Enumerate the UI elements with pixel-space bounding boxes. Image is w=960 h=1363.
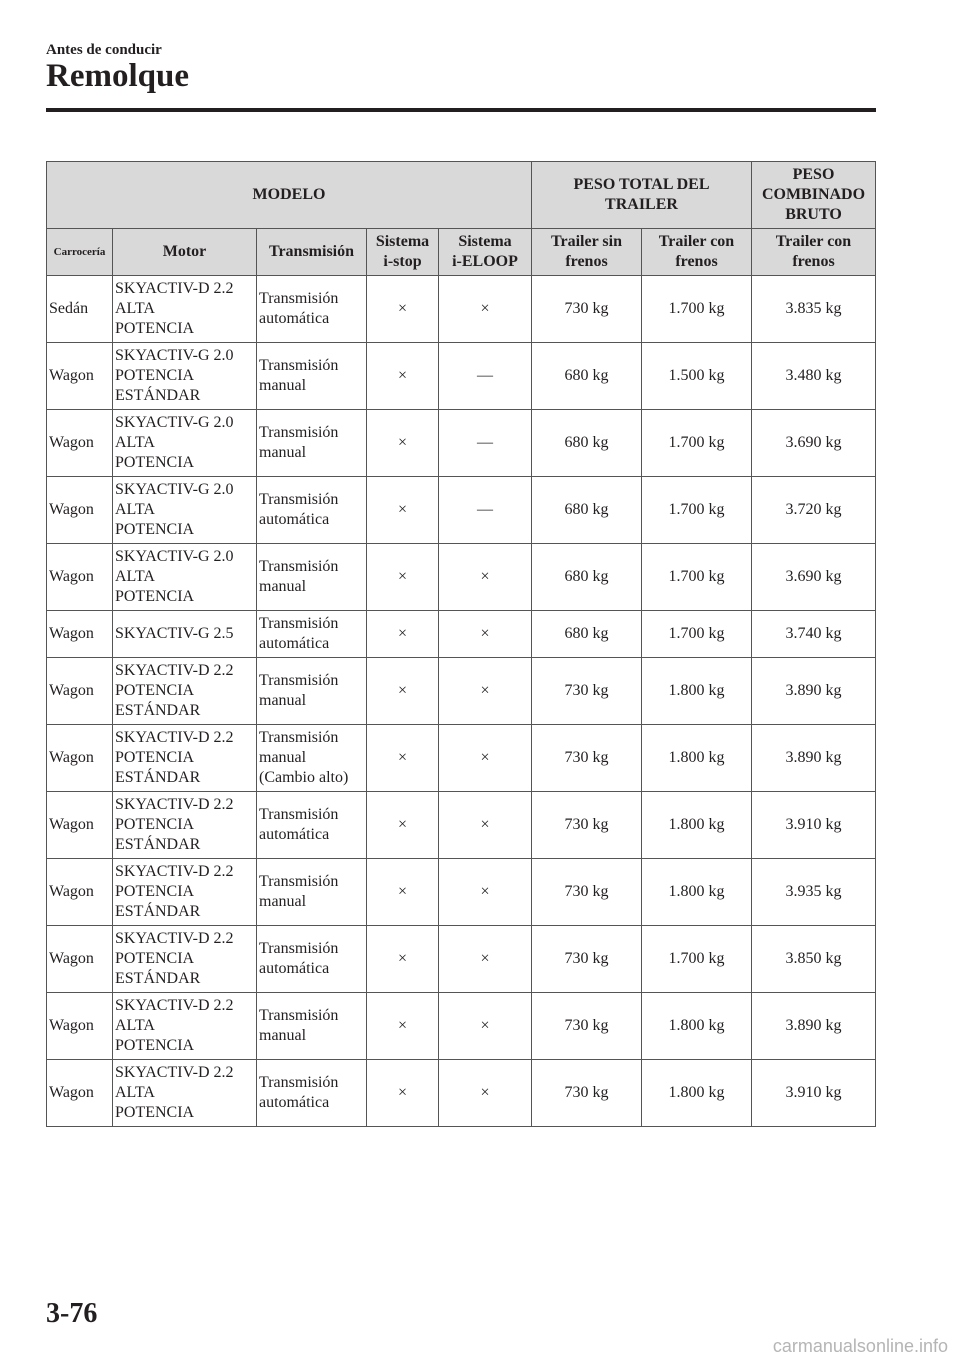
cell-transmission: Transmisión automática: [257, 477, 367, 544]
table-row: [47, 658, 876, 725]
cell-body: Wagon: [47, 544, 113, 611]
cell-ieloop: —: [439, 410, 532, 477]
cell-istop: ×: [367, 611, 439, 658]
cell-body: Wagon: [47, 792, 113, 859]
cell-istop: ×: [367, 792, 439, 859]
cell-no-brakes: 730 kg: [532, 276, 642, 343]
table-row: [47, 276, 876, 343]
cell-istop: ×: [367, 658, 439, 725]
cell-engine: SKYACTIV-D 2.2 POTENCIA ESTÁNDAR: [113, 926, 257, 993]
cell-transmission: Transmisión manual: [257, 410, 367, 477]
cell-engine: SKYACTIV-G 2.5: [113, 611, 257, 658]
cell-with-brakes: 1.800 kg: [642, 792, 752, 859]
cell-gross: 3.935 kg: [752, 859, 876, 926]
cell-engine: SKYACTIV-D 2.2 POTENCIA ESTÁNDAR: [113, 725, 257, 792]
cell-body: Wagon: [47, 343, 113, 410]
cell-transmission: Transmisión automática: [257, 926, 367, 993]
cell-engine: SKYACTIV-D 2.2 ALTA POTENCIA: [113, 993, 257, 1060]
cell-transmission: Transmisión manual (Cambio alto): [257, 725, 367, 792]
cell-ieloop: ×: [439, 1060, 532, 1127]
cell-ieloop: —: [439, 343, 532, 410]
table-row: [47, 725, 876, 792]
table-row: [47, 611, 876, 658]
cell-engine: SKYACTIV-G 2.0 ALTA POTENCIA: [113, 477, 257, 544]
cell-body: Wagon: [47, 725, 113, 792]
cell-body: Wagon: [47, 926, 113, 993]
cell-body: Wagon: [47, 993, 113, 1060]
cell-no-brakes: 680 kg: [532, 611, 642, 658]
cell-ieloop: ×: [439, 658, 532, 725]
cell-body: Wagon: [47, 859, 113, 926]
cell-ieloop: ×: [439, 276, 532, 343]
cell-ieloop: ×: [439, 725, 532, 792]
cell-istop: ×: [367, 926, 439, 993]
column-header-trailer-sin-frenos: Trailer sin frenos: [532, 229, 642, 276]
cell-with-brakes: 1.800 kg: [642, 859, 752, 926]
cell-transmission: Transmisión manual: [257, 658, 367, 725]
table-row: [47, 859, 876, 926]
cell-istop: ×: [367, 859, 439, 926]
cell-no-brakes: 730 kg: [532, 859, 642, 926]
cell-engine: SKYACTIV-D 2.2 POTENCIA ESTÁNDAR: [113, 859, 257, 926]
cell-with-brakes: 1.500 kg: [642, 343, 752, 410]
cell-engine: SKYACTIV-D 2.2 ALTA POTENCIA: [113, 1060, 257, 1127]
cell-body: Wagon: [47, 477, 113, 544]
cell-with-brakes: 1.700 kg: [642, 926, 752, 993]
table-row: [47, 343, 876, 410]
cell-with-brakes: 1.700 kg: [642, 276, 752, 343]
cell-transmission: Transmisión automática: [257, 611, 367, 658]
watermark: carmanualsonline.info: [772, 1336, 948, 1356]
cell-transmission: Transmisión manual: [257, 343, 367, 410]
table-row: [47, 993, 876, 1060]
cell-istop: ×: [367, 276, 439, 343]
column-header-ieloop: Sistema i-ELOOP: [439, 229, 532, 276]
cell-gross: 3.850 kg: [752, 926, 876, 993]
cell-with-brakes: 1.700 kg: [642, 611, 752, 658]
towing-weights-table: [46, 161, 876, 1127]
cell-gross: 3.690 kg: [752, 410, 876, 477]
cell-gross: 3.720 kg: [752, 477, 876, 544]
cell-body: Wagon: [47, 658, 113, 725]
cell-with-brakes: 1.800 kg: [642, 658, 752, 725]
cell-istop: ×: [367, 410, 439, 477]
column-header-carroceria: Carrocería: [47, 229, 113, 276]
cell-gross: 3.910 kg: [752, 1060, 876, 1127]
cell-gross: 3.890 kg: [752, 725, 876, 792]
cell-gross: 3.890 kg: [752, 993, 876, 1060]
cell-body: Sedán: [47, 276, 113, 343]
cell-gross: 3.690 kg: [752, 544, 876, 611]
cell-body: Wagon: [47, 611, 113, 658]
table-row: [47, 410, 876, 477]
cell-with-brakes: 1.700 kg: [642, 477, 752, 544]
cell-gross: 3.835 kg: [752, 276, 876, 343]
cell-engine: SKYACTIV-G 2.0 POTENCIA ESTÁNDAR: [113, 343, 257, 410]
cell-istop: ×: [367, 343, 439, 410]
cell-gross: 3.480 kg: [752, 343, 876, 410]
cell-ieloop: ×: [439, 792, 532, 859]
cell-with-brakes: 1.700 kg: [642, 410, 752, 477]
cell-ieloop: ×: [439, 993, 532, 1060]
cell-istop: ×: [367, 544, 439, 611]
cell-engine: SKYACTIV-D 2.2 POTENCIA ESTÁNDAR: [113, 792, 257, 859]
cell-ieloop: —: [439, 477, 532, 544]
cell-transmission: Transmisión automática: [257, 276, 367, 343]
column-header-transmision: Transmisión: [257, 229, 367, 276]
cell-no-brakes: 730 kg: [532, 993, 642, 1060]
cell-engine: SKYACTIV-D 2.2 POTENCIA ESTÁNDAR: [113, 658, 257, 725]
cell-with-brakes: 1.800 kg: [642, 1060, 752, 1127]
cell-no-brakes: 730 kg: [532, 926, 642, 993]
cell-engine: SKYACTIV-G 2.0 ALTA POTENCIA: [113, 410, 257, 477]
table-group-header-row: [47, 162, 876, 229]
cell-ieloop: ×: [439, 611, 532, 658]
cell-no-brakes: 680 kg: [532, 477, 642, 544]
cell-body: Wagon: [47, 1060, 113, 1127]
page-number: 3-76: [46, 1298, 98, 1329]
table-row: [47, 477, 876, 544]
cell-with-brakes: 1.800 kg: [642, 993, 752, 1060]
cell-istop: ×: [367, 1060, 439, 1127]
cell-no-brakes: 730 kg: [532, 725, 642, 792]
cell-engine: SKYACTIV-D 2.2 ALTA POTENCIA: [113, 276, 257, 343]
cell-transmission: Transmisión automática: [257, 792, 367, 859]
cell-ieloop: ×: [439, 859, 532, 926]
cell-istop: ×: [367, 725, 439, 792]
table-column-header-row: [47, 229, 876, 276]
cell-no-brakes: 680 kg: [532, 343, 642, 410]
table-row: [47, 1060, 876, 1127]
title-rule: [46, 108, 876, 112]
cell-with-brakes: 1.700 kg: [642, 544, 752, 611]
column-header-motor: Motor: [113, 229, 257, 276]
cell-ieloop: ×: [439, 926, 532, 993]
page-title: Remolque: [46, 58, 189, 94]
cell-istop: ×: [367, 993, 439, 1060]
cell-engine: SKYACTIV-G 2.0 ALTA POTENCIA: [113, 544, 257, 611]
cell-no-brakes: 730 kg: [532, 658, 642, 725]
column-header-trailer-con-frenos: Trailer con frenos: [642, 229, 752, 276]
cell-no-brakes: 730 kg: [532, 792, 642, 859]
cell-transmission: Transmisión automática: [257, 1060, 367, 1127]
cell-gross: 3.740 kg: [752, 611, 876, 658]
cell-transmission: Transmisión manual: [257, 544, 367, 611]
cell-ieloop: ×: [439, 544, 532, 611]
group-header-modelo: MODELO: [47, 162, 532, 229]
cell-istop: ×: [367, 477, 439, 544]
column-header-istop: Sistema i-stop: [367, 229, 439, 276]
cell-gross: 3.890 kg: [752, 658, 876, 725]
column-header-peso-bruto: Trailer con frenos: [752, 229, 876, 276]
table-row: [47, 544, 876, 611]
group-header-peso-combinado: PESO COMBINADO BRUTO: [752, 162, 876, 229]
cell-body: Wagon: [47, 410, 113, 477]
cell-gross: 3.910 kg: [752, 792, 876, 859]
cell-transmission: Transmisión manual: [257, 859, 367, 926]
group-header-peso-total: PESO TOTAL DEL TRAILER: [532, 162, 752, 229]
cell-with-brakes: 1.800 kg: [642, 725, 752, 792]
table-row: [47, 792, 876, 859]
cell-no-brakes: 680 kg: [532, 544, 642, 611]
section-label: Antes de conducir: [46, 42, 162, 58]
cell-transmission: Transmisión manual: [257, 993, 367, 1060]
cell-no-brakes: 730 kg: [532, 1060, 642, 1127]
table-row: [47, 926, 876, 993]
cell-no-brakes: 680 kg: [532, 410, 642, 477]
